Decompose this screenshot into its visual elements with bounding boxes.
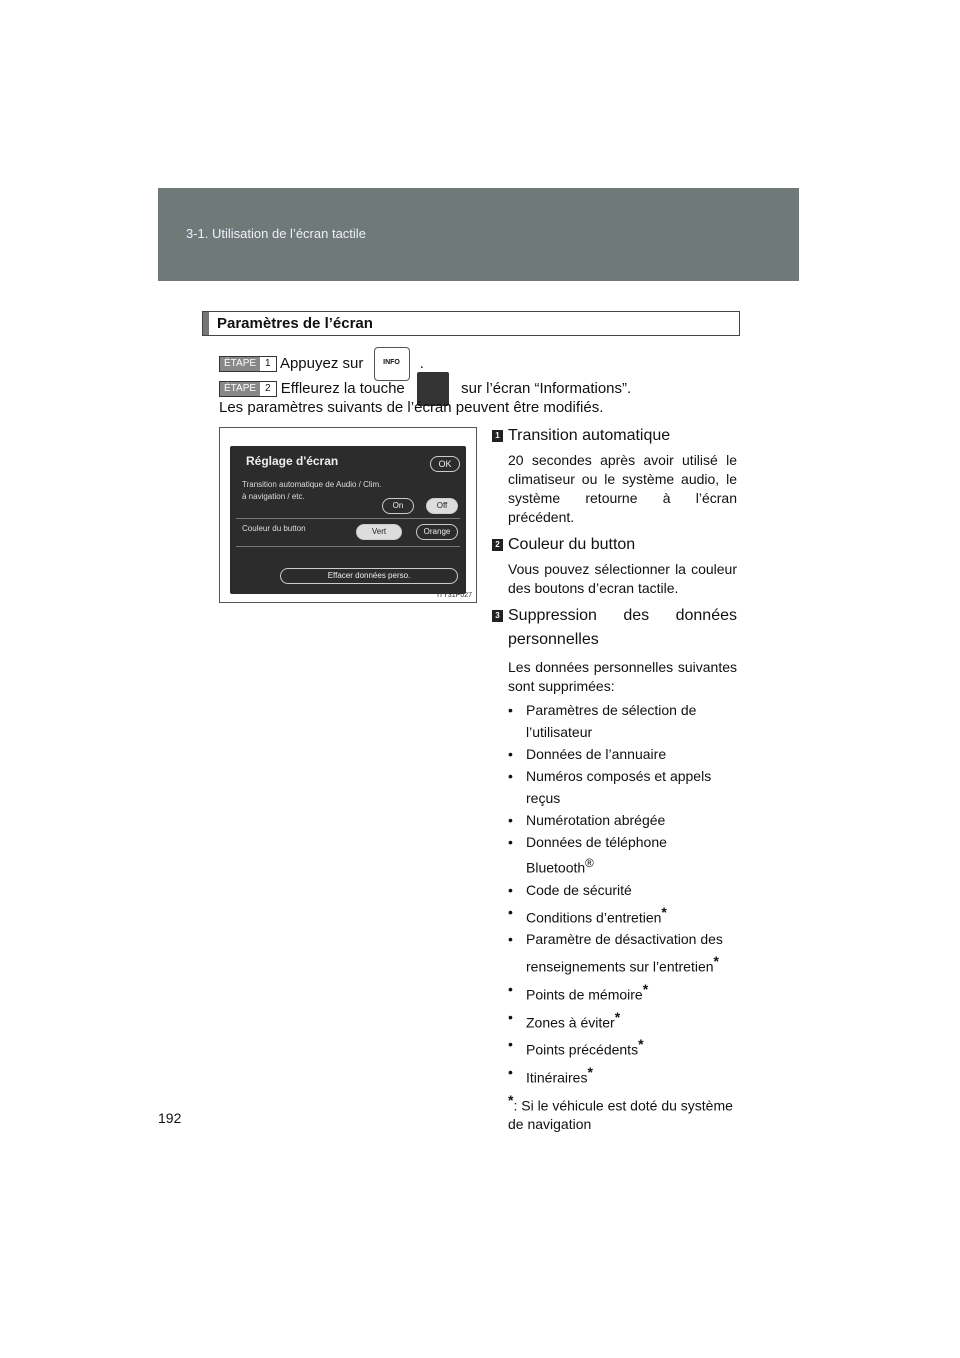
description-column (492, 424, 737, 1134)
item-number-badge: 1 (492, 430, 503, 442)
item-1-heading: 1 Transition automatique (492, 424, 737, 448)
list-item: • Itinéraires* (508, 1063, 593, 1086)
list-item: • Paramètres de sélection de l’utilisateur (508, 702, 697, 740)
list-item: • Numérotation abrégée (508, 812, 666, 828)
page-number: 192 (158, 1110, 182, 1126)
list-item: • Zones à éviter* (508, 1008, 621, 1031)
item-2-description: Vous pouvez sélectionner la couleur des boutons d’ecran tactile. (508, 561, 737, 596)
intro-text: Les paramètres suivants de l’écran peuvent être modifiés. (219, 399, 604, 416)
step-badge: ÉTAPE 1 (219, 356, 277, 372)
step-1: ÉTAPE 1 Appuyez sur INFO . (219, 347, 424, 381)
step-2: ÉTAPE 2 Effleurez la touche sur l’écran “Informations”. (219, 372, 631, 406)
info-button-icon: INFO (374, 347, 410, 381)
screen-illustration: Réglage d'écran OK Transition automatique de Audio / Clim. à navigation / etc. On Off Couleur du button Vert Orange Effacer données perso. ITY31P027 (219, 427, 477, 603)
section-title-bar (202, 311, 740, 336)
item-3-heading: 3 Suppression des données personnelles (492, 604, 737, 652)
item-2-heading: 2 Couleur du button (492, 533, 737, 557)
step-badge: ÉTAPE 2 (219, 381, 277, 397)
breadcrumb: 3-1. Utilisation de l’écran tactile (186, 226, 366, 241)
green-button: Vert (356, 524, 402, 540)
item-number-badge: 2 (492, 539, 503, 551)
deleted-data-list (492, 699, 737, 1089)
list-item: • Données de téléphone Bluetooth® (508, 834, 667, 876)
screen-title: Réglage d'écran (246, 454, 339, 468)
list-item: • Numéros composés et appels reçus (508, 768, 712, 806)
section-title: Paramètres de l’écran (217, 315, 373, 332)
off-button: Off (426, 498, 458, 514)
ok-button: OK (430, 456, 460, 472)
list-item: • Points de mémoire* (508, 980, 649, 1003)
item-number-badge: 3 (492, 610, 503, 622)
list-item: • Code de sécurité (508, 881, 632, 898)
item-1-description: 20 secondes après avoir utilisé le climatiseur ou le système audio, le système retourne à l’écran précédent. (508, 452, 737, 525)
list-item: • Points précédents* (508, 1036, 644, 1058)
clear-data-button: Effacer données perso. (280, 568, 458, 584)
orange-button: Orange (416, 524, 458, 540)
list-item: • Conditions d’entretien* (508, 903, 667, 926)
on-button: On (382, 498, 414, 514)
list-item: • Données de l’annuaire (508, 746, 667, 762)
chapter-header (158, 188, 799, 281)
figure-code: ITY31P027 (436, 592, 472, 599)
item-3-description: Les données personnelles suivantes sont supprimées: (508, 659, 737, 694)
list-item: • Paramètre de désactivation des renseignements sur l’entretien* (508, 931, 723, 975)
footnote: *: Si le véhicule est doté du système de navigation (508, 1091, 733, 1133)
